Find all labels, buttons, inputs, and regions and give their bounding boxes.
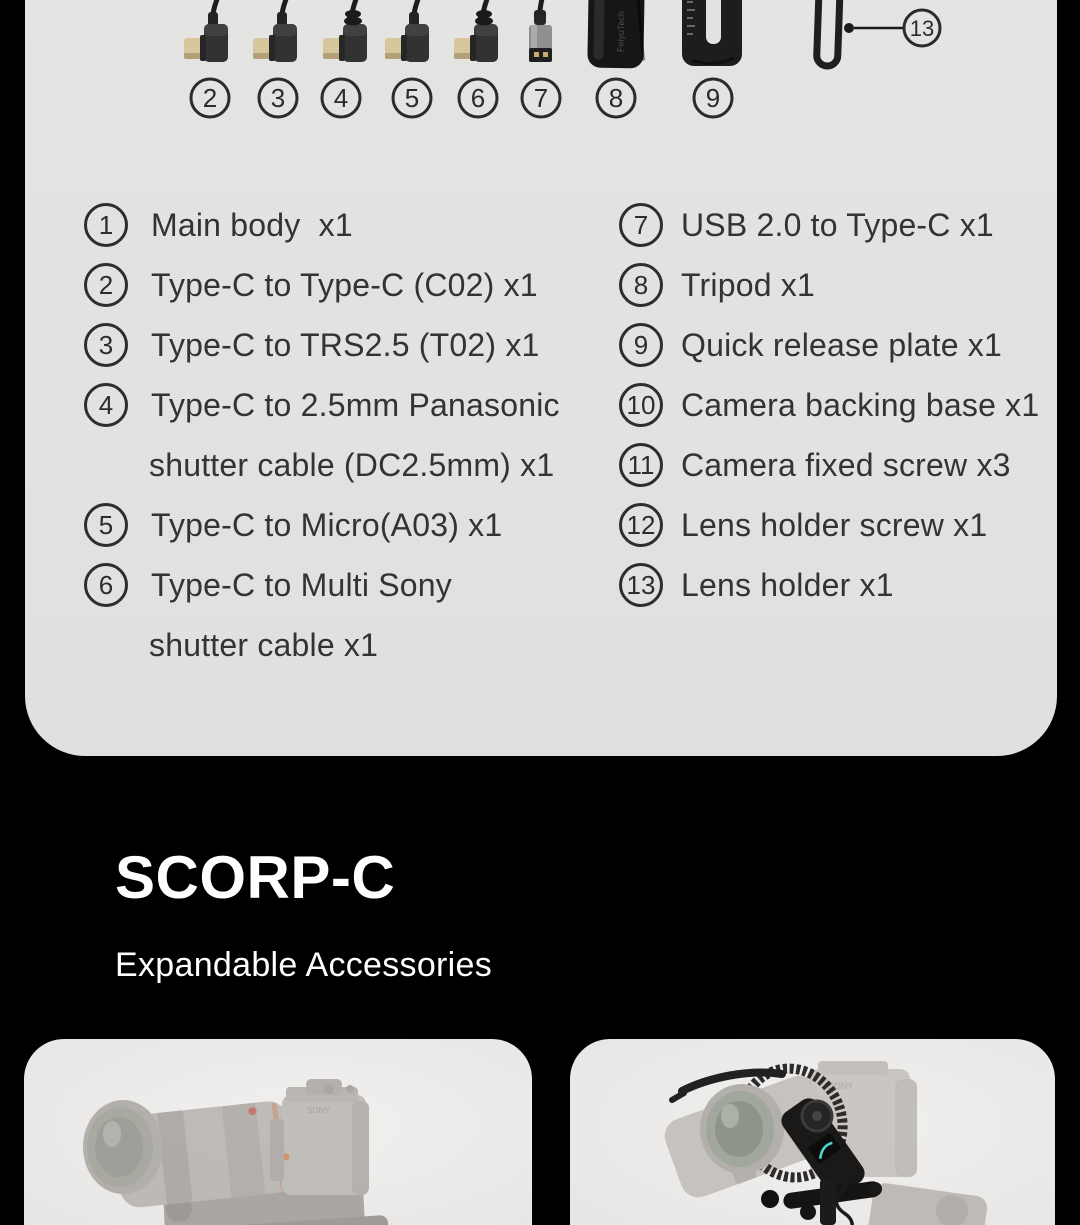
accessory-card-camera-gimbal <box>24 1039 532 1225</box>
svg-text:3: 3 <box>270 83 286 113</box>
item-number-badge: 9 <box>619 323 663 367</box>
svg-text:13: 13 <box>909 16 935 41</box>
package-item-6-continued <box>84 615 560 675</box>
item-label: shutter cable x1 <box>149 626 379 663</box>
product-photo-gimbal-camera <box>24 1039 532 1225</box>
item-label: Main body x1 <box>151 206 353 243</box>
usb-c-right-angle-cable-icon <box>184 0 228 62</box>
svg-text:2: 2 <box>202 83 218 113</box>
item-label: Lens holder x1 <box>681 566 894 603</box>
package-item-1 <box>84 195 560 255</box>
package-figure <box>0 0 1080 140</box>
svg-text:8: 8 <box>608 83 624 113</box>
product-photo-follow-focus <box>570 1039 1055 1225</box>
usb-c-right-angle-cable-icon <box>253 0 297 62</box>
item-number-badge: 3 <box>84 323 128 367</box>
item-label: Camera backing base x1 <box>681 386 1040 423</box>
item-label: Quick release plate x1 <box>681 326 1003 363</box>
item-label: Type-C to TRS2.5 (T02) x1 <box>151 326 540 363</box>
svg-text:9: 9 <box>705 83 721 113</box>
svg-text:SONY: SONY <box>828 1081 854 1091</box>
item-number-badge: 5 <box>84 503 128 547</box>
item-number-badge: 4 <box>84 383 128 427</box>
callout-badge-13 <box>904 10 940 46</box>
accessory-card-follow-focus <box>570 1039 1055 1225</box>
package-item-8 <box>619 255 1039 315</box>
package-item-12 <box>619 495 1039 555</box>
item-label: Type-C to Multi Sony <box>151 566 452 603</box>
package-item-10 <box>619 375 1039 435</box>
camera-body-illustration <box>270 1079 369 1195</box>
item-number-badge: 12 <box>619 503 663 547</box>
item-number-badge: 10 <box>619 383 663 427</box>
callout-13-leader-line <box>844 23 903 33</box>
svg-text:4: 4 <box>333 83 349 113</box>
item-label: Type-C to 2.5mm Panasonic <box>151 386 560 423</box>
item-label: Type-C to Micro(A03) x1 <box>151 506 503 543</box>
section-subtitle: Expandable Accessories <box>115 946 493 984</box>
lens-front-element <box>83 1100 163 1194</box>
package-item-6 <box>84 555 560 615</box>
section-title: SCORP-C <box>115 844 396 911</box>
accessories-header <box>115 844 493 985</box>
svg-text:SONY: SONY <box>307 1106 330 1115</box>
usb-a-cable-icon <box>529 0 552 62</box>
item-number-badge: 2 <box>84 263 128 307</box>
package-item-5 <box>84 495 560 555</box>
package-item-4 <box>84 375 560 435</box>
item-label: shutter cable (DC2.5mm) x1 <box>149 446 555 483</box>
item-label: Tripod x1 <box>681 266 816 303</box>
usb-c-right-angle-cable-ribbed-icon <box>454 0 498 62</box>
package-item-4-continued <box>84 435 560 495</box>
item-number-badge: 8 <box>619 263 663 307</box>
item-number-badge: 11 <box>619 443 663 487</box>
packing-list-right-column <box>619 195 1039 615</box>
svg-text:6: 6 <box>470 83 486 113</box>
folded-tripod-icon <box>587 0 644 68</box>
quick-release-plate-icon <box>682 0 742 66</box>
svg-text:FeiyuTech: FeiyuTech <box>615 10 627 53</box>
item-label: USB 2.0 to Type-C x1 <box>681 206 994 243</box>
item-number-badge: 7 <box>619 203 663 247</box>
package-item-11 <box>619 435 1039 495</box>
item-label: Lens holder screw x1 <box>681 506 988 543</box>
packing-list-left-column <box>84 195 560 675</box>
svg-text:7: 7 <box>533 83 549 113</box>
item-label: Camera fixed screw x3 <box>681 446 1011 483</box>
usb-c-right-angle-cable-ribbed-icon <box>323 0 367 62</box>
item-label: Type-C to Type-C (C02) x1 <box>151 266 538 303</box>
package-item-9 <box>619 315 1039 375</box>
lens-holder-strap-icon <box>816 0 840 66</box>
item-number-badge: 6 <box>84 563 128 607</box>
item-number-badge: 1 <box>84 203 128 247</box>
package-item-2 <box>84 255 560 315</box>
usb-c-right-angle-cable-icon <box>385 0 429 62</box>
svg-text:5: 5 <box>404 83 420 113</box>
package-item-3 <box>84 315 560 375</box>
package-item-13 <box>619 555 1039 615</box>
item-number-badge: 13 <box>619 563 663 607</box>
package-item-7 <box>619 195 1039 255</box>
